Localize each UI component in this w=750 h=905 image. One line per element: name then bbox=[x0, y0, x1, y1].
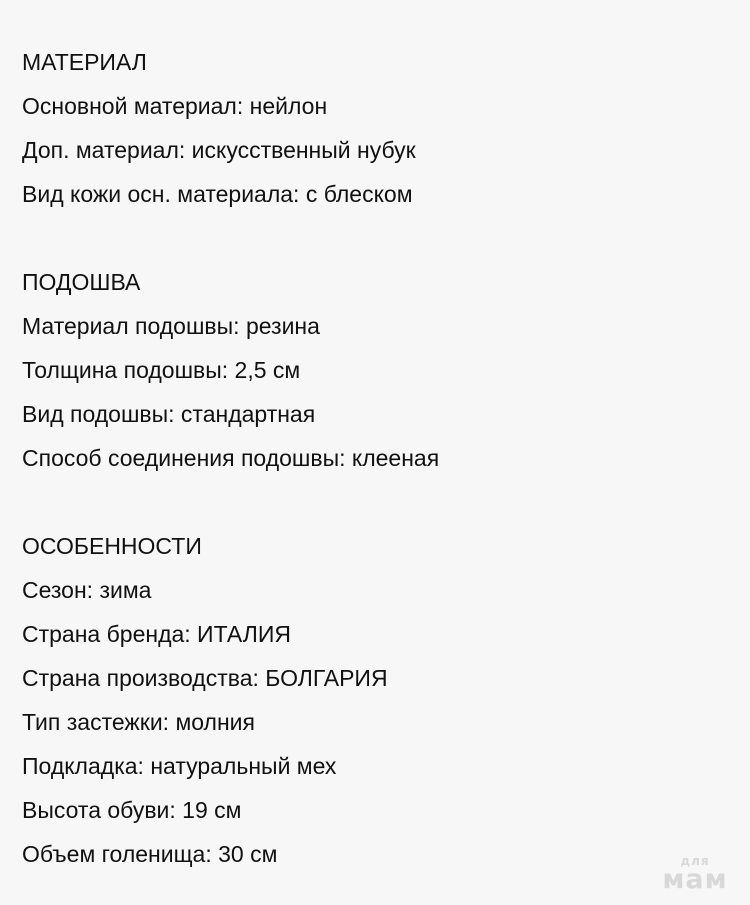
section-title-features: ОСОБЕННОСТИ bbox=[22, 533, 202, 559]
spec-line: Способ соединения подошвы: клееная bbox=[22, 445, 440, 471]
spec-line: Объем голенища: 30 см bbox=[22, 841, 278, 867]
section-features bbox=[22, 524, 750, 876]
spec-line: Материал подошвы: резина bbox=[22, 313, 320, 339]
watermark-logo bbox=[655, 855, 735, 893]
spec-line: Сезон: зима bbox=[22, 577, 152, 603]
spec-line: Страна производства: БОЛГАРИЯ bbox=[22, 665, 388, 691]
spec-line: Тип застежки: молния bbox=[22, 709, 255, 735]
watermark-small-text: для bbox=[680, 854, 710, 868]
spec-line: Подкладка: натуральный мех bbox=[22, 753, 337, 779]
spec-line: Высота обуви: 19 см bbox=[22, 797, 242, 823]
section-sole bbox=[22, 260, 750, 480]
spec-line: Толщина подошвы: 2,5 см bbox=[22, 357, 301, 383]
section-material bbox=[22, 40, 750, 216]
section-title-material: МАТЕРИАЛ bbox=[22, 49, 147, 75]
watermark-big-text: мам bbox=[662, 864, 728, 895]
section-title-sole: ПОДОШВА bbox=[22, 269, 141, 295]
spec-line: Основной материал: нейлон bbox=[22, 93, 328, 119]
spec-line: Вид подошвы: стандартная bbox=[22, 401, 316, 427]
spec-line: Доп. материал: искусственный нубук bbox=[22, 137, 416, 163]
spec-line: Вид кожи осн. материала: с блеском bbox=[22, 181, 413, 207]
spec-line: Страна бренда: ИТАЛИЯ bbox=[22, 621, 291, 647]
